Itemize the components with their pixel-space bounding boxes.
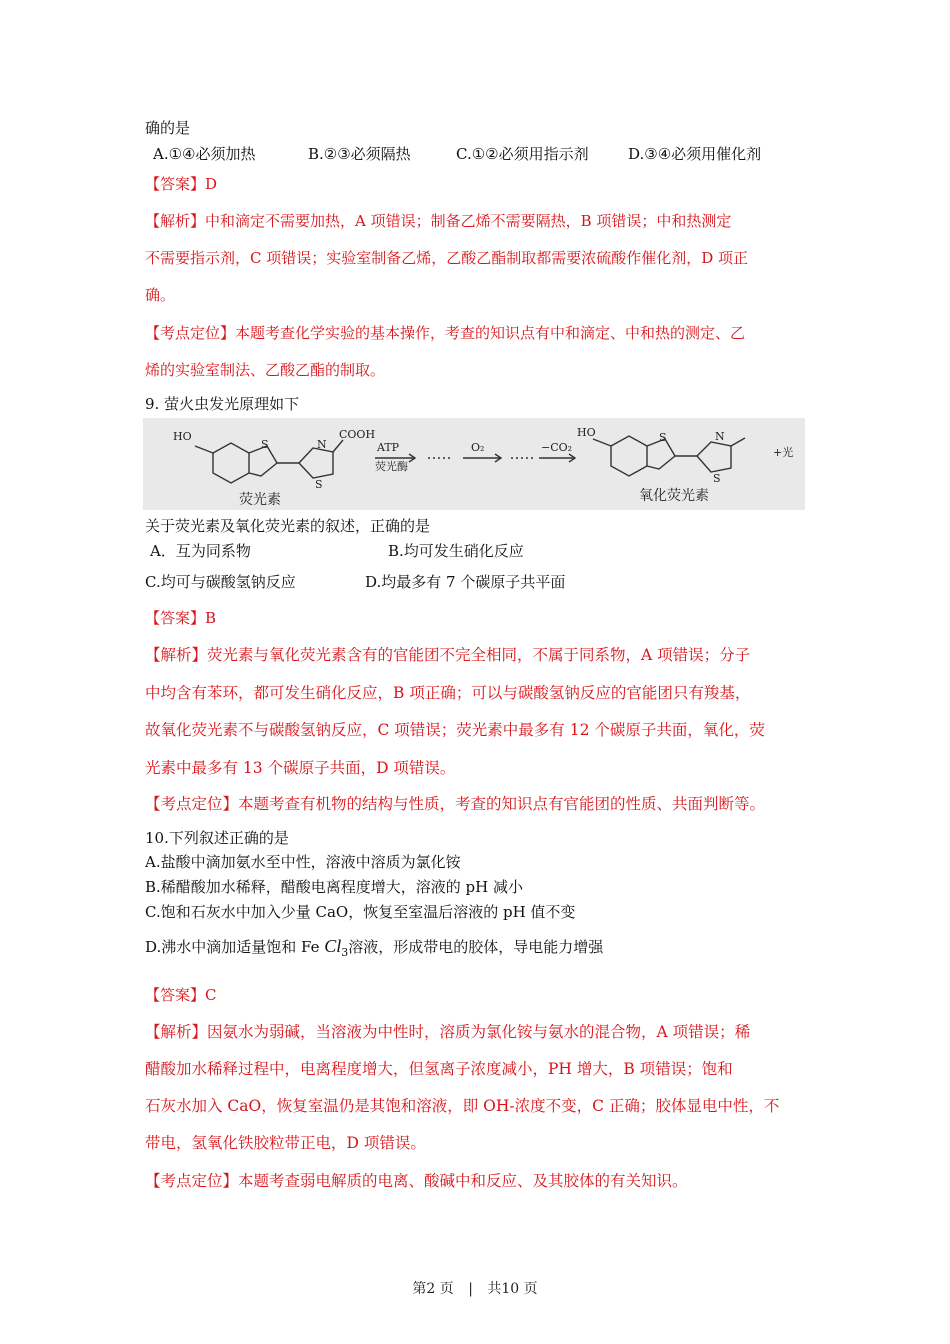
ho-label-right: HO	[577, 426, 596, 439]
q10-analysis-line4: 带电，氢氧化铁胶粒带正电，D 项错误。	[145, 1134, 426, 1152]
footer-separator: |	[468, 1281, 473, 1297]
q10-analysis-line2: 醋酸加水稀释过程中，电离程度增大，但氢离子浓度减小，PH 增大，B 项错误；饱和	[145, 1060, 733, 1078]
q10-analysis-line1: 【解析】因氨水为弱碱，当溶液为中性时，溶质为氯化铵与氨水的混合物，A 项错误；稀	[145, 1023, 751, 1041]
oxyluciferin-name: 氧化荧光素	[639, 488, 709, 504]
q8-location-line2: 烯的实验室制法、乙酸乙酯的制取。	[145, 361, 386, 379]
q9-analysis-line1: 【解析】荧光素与氧化荧光素含有的官能团不完全相同，不属于同系物，A 项错误；分子	[145, 646, 751, 664]
q8-answer: 【答案】D	[145, 175, 218, 193]
q9-analysis-line4: 光素中最多有 13 个碳原子共面，D 项错误。	[145, 759, 456, 777]
q9-location: 【考点定位】本题考查有机物的结构与性质，考查的知识点有官能团的性质、共面判断等。	[145, 795, 766, 813]
q10-analysis-line3: 石灰水加入 CaO，恢复室温仍是其饱和溶液，即 OH-浓度不变，C 正确；胶体显电中性，不	[145, 1097, 780, 1115]
q8-location-line1: 【考点定位】本题考查化学实验的基本操作，考查的知识点有中和滴定、中和热的测定、乙	[145, 324, 746, 342]
q10-option-c: C.饱和石灰水中加入少量 CaO，恢复至室温后溶液的 pH 值不变	[145, 903, 576, 921]
q10-answer: 【答案】C	[145, 986, 217, 1004]
o2-label: O₂	[471, 441, 485, 454]
page-total: 共10 页	[487, 1281, 538, 1297]
reaction-scheme-figure	[143, 418, 805, 510]
s-label-right-2: S	[713, 472, 721, 485]
q8-stem-end: 确的是	[145, 119, 191, 137]
benzene-ring-left	[213, 443, 249, 483]
q8-analysis-line2: 不需要指示剂，C 项错误；实验室制备乙烯，乙酸乙酯制取都需要浓硫酸作催化剂，D 项正	[145, 249, 749, 267]
n-label-right: N	[715, 430, 725, 443]
q9-answer: 【答案】B	[145, 609, 217, 627]
page-footer	[0, 1278, 950, 1298]
q8-option-a: A.①④必须加热	[153, 145, 256, 163]
q10-option-a: A.盐酸中滴加氨水至中性，溶液中溶质为氯化铵	[145, 853, 461, 871]
benzene-ring-right	[611, 436, 647, 476]
q10-option-b: B.稀醋酸加水稀释，醋酸电离程度增大，溶液的 pH 减小	[145, 878, 524, 896]
q9-option-c: C.均可与碳酸氢钠反应	[145, 573, 296, 591]
q10-title: 10.下列叙述正确的是	[145, 829, 289, 847]
q10-option-d-pre: D.沸水中滴加适量饱和 Fe	[145, 938, 320, 956]
q8-option-b: B.②③必须隔热	[308, 145, 411, 163]
s-label-right: S	[659, 431, 667, 444]
light-label: +光	[773, 446, 794, 459]
q10-option-d-formula: Cl	[324, 936, 342, 956]
atp-label: ATP	[377, 441, 400, 454]
n-label-left: N	[317, 438, 327, 451]
q8-option-c: C.①②必须用指示剂	[456, 145, 589, 163]
q10-option-d	[145, 936, 603, 963]
page-number: 第2 页	[412, 1281, 454, 1297]
q9-analysis-line2: 中均含有苯环，都可发生硝化反应，B 项正确；可以与碳酸氢钠反应的官能团只有羧基，	[145, 684, 751, 702]
q9-option-d: D.均最多有 7 个碳原子共平面	[365, 573, 566, 591]
q9-title: 9. 萤火虫发光原理如下	[145, 395, 300, 413]
s-label-left-2: S	[315, 478, 323, 491]
q9-question: 关于荧光素及氧化荧光素的叙述，正确的是	[145, 517, 431, 535]
ho-label-left: HO	[173, 430, 192, 443]
q10-option-d-sub: 3	[341, 946, 349, 959]
cooh-label: COOH	[339, 428, 376, 441]
q8-analysis-line1: 【解析】中和滴定不需要加热，A 项错误；制备乙烯不需要隔热，B 项错误；中和热测定	[145, 212, 732, 230]
luciferin-name: 荧光素	[239, 492, 281, 508]
enzyme-label: 荧光酶	[375, 460, 408, 473]
co2-label: −CO₂	[541, 441, 573, 454]
s-label-left: S	[261, 438, 269, 451]
q8-option-d: D.③④必须用催化剂	[628, 145, 762, 163]
q10-option-d-post: 溶液，形成带电的胶体，导电能力增强	[348, 938, 604, 956]
q9-option-a: A．互为同系物	[150, 542, 251, 560]
q10-location: 【考点定位】本题考查弱电解质的电离、酸碱中和反应、及其胶体的有关知识。	[145, 1172, 688, 1190]
q8-analysis-line3: 确。	[145, 286, 176, 304]
q9-analysis-line3: 故氧化荧光素不与碳酸氢钠反应，C 项错误；荧光素中最多有 12 个碳原子共面，氧化，荧	[145, 721, 765, 739]
q9-option-b: B.均可发生硝化反应	[388, 542, 524, 560]
